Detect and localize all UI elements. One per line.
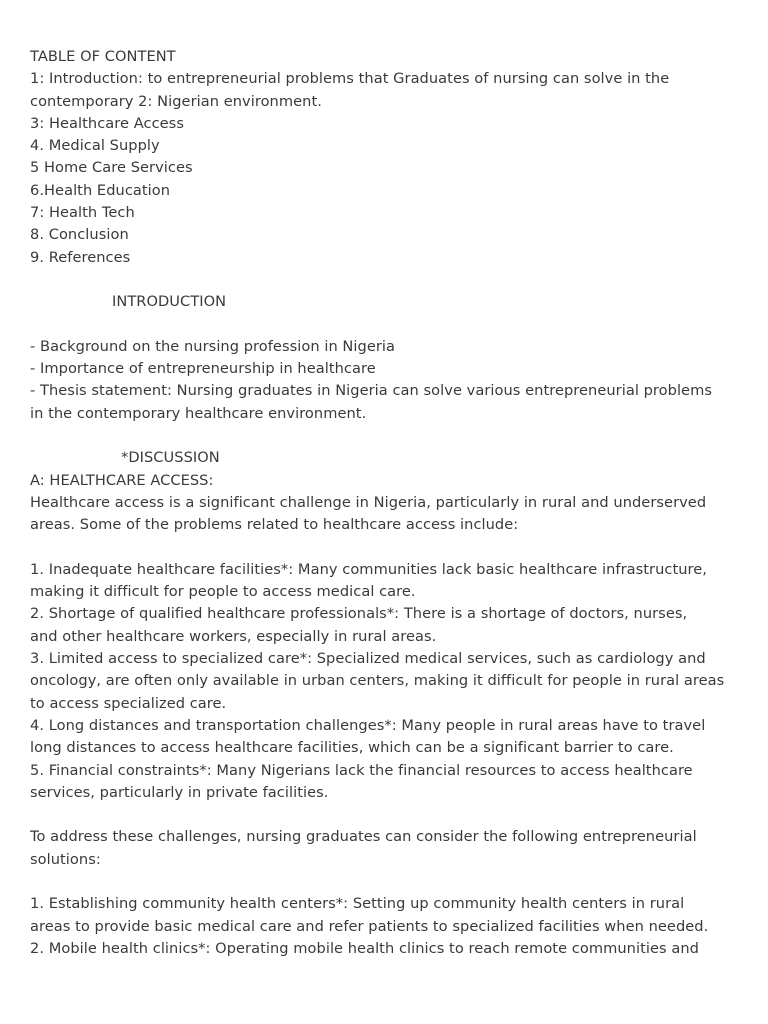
intro-bullet: - Importance of entrepreneurship in healthcare: [30, 360, 376, 378]
toc-item: 7: Health Tech: [30, 204, 135, 222]
discussion-heading: *DISCUSSION: [121, 449, 220, 467]
intro-bullet: - Background on the nursing profession in Nigeria: [30, 337, 395, 355]
spacer: [30, 804, 742, 826]
solution-line: 1. Establishing community health centers*: Setting up community health centers in rural: [30, 895, 685, 913]
problem-line: 4. Long distances and transportation challenges*: Many people in rural areas have to travel: [30, 716, 706, 734]
problem-line: oncology, are often only available in urban centers, making it difficult for people in rural areas: [30, 672, 725, 690]
intro-bullet: - Thesis statement: Nursing graduates in Nigeria can solve various entrepreneurial problems: [30, 382, 712, 400]
problem-line: 5. Financial constraints*: Many Nigerians lack the financial resources to access healthcare: [30, 761, 693, 779]
spacer: [30, 269, 742, 291]
paragraph-line: solutions:: [30, 850, 101, 868]
toc-title: TABLE OF CONTENT: [30, 48, 176, 65]
paragraph-line: Healthcare access is a significant challenge in Nigeria, particularly in rural and underserved: [30, 493, 707, 511]
toc-item: 3: Healthcare Access: [30, 114, 184, 132]
solution-line: areas to provide basic medical care and refer patients to specialized facilities when needed.: [30, 917, 709, 935]
problem-line: 3. Limited access to specialized care*: Specialized medical services, such as cardiology and: [30, 650, 706, 668]
toc-item: 9. References: [30, 248, 131, 266]
toc-item: 8. Conclusion: [30, 226, 129, 244]
solution-line: 2. Mobile health clinics*: Operating mobile health clinics to reach remote communities and: [30, 939, 699, 957]
paragraph-line: To address these challenges, nursing graduates can consider the following entrepreneurial: [30, 828, 697, 846]
section-a-title: A: HEALTHCARE ACCESS:: [30, 471, 214, 489]
toc-item: 5 Home Care Services: [30, 159, 193, 177]
spacer: [30, 871, 742, 893]
spacer: [30, 425, 742, 447]
intro-bullet: in the contemporary healthcare environment.: [30, 404, 367, 422]
document-body: [30, 46, 742, 960]
problem-line: long distances to access healthcare facilities, which can be a significant barrier to care.: [30, 739, 674, 757]
spacer: [30, 314, 742, 336]
toc-item: contemporary 2: Nigerian environment.: [30, 92, 322, 110]
problem-line: making it difficult for people to access medical care.: [30, 583, 416, 601]
problem-line: 1. Inadequate healthcare facilities*: Many communities lack basic healthcare infrastructure,: [30, 560, 707, 578]
problem-line: services, particularly in private facilities.: [30, 783, 329, 801]
toc-item: 1: Introduction: to entrepreneurial problems that Graduates of nursing can solve in the: [30, 70, 670, 88]
paragraph-line: areas. Some of the problems related to healthcare access include:: [30, 516, 519, 534]
spacer: [30, 537, 742, 559]
toc-item: 6.Health Education: [30, 181, 171, 199]
introduction-heading: INTRODUCTION: [112, 293, 227, 311]
problem-line: and other healthcare workers, especially in rural areas.: [30, 627, 437, 645]
problem-line: 2. Shortage of qualified healthcare professionals*: There is a shortage of doctors, nurses,: [30, 605, 688, 623]
problem-line: to access specialized care.: [30, 694, 227, 712]
toc-item: 4. Medical Supply: [30, 137, 160, 155]
